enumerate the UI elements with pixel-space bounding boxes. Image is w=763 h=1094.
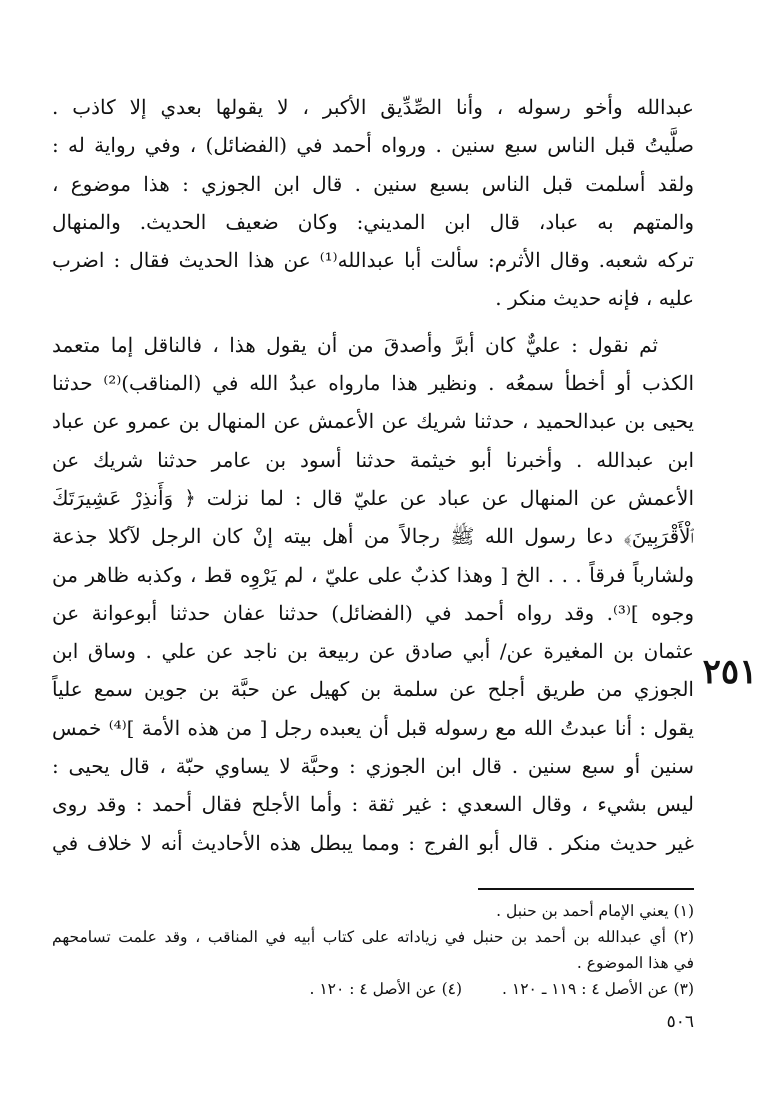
text-line: ولشارباً فرقاً . . . الخ [ وهذا كذبٌ على عليّ ، لم يَرْوِه قط ، وكذبه ظاهر من: [52, 562, 694, 587]
text-line: الكذب أو أخطأ سمعُه . ونظير هذا مارواه عبدُ الله في (المناقب)⁽²⁾ حدثنا: [52, 371, 694, 396]
text-line: ليس بشيء ، وقال السعدي : غير ثقة : وأما الأجلح فقال أحمد : وقد روى: [52, 792, 694, 817]
text-line: ابن عبدالله . وأخبرنا أبو خيثمة حدثنا أسود بن عامر حدثنا شريك عن: [52, 447, 694, 472]
text-line: تركه شعبه. وقال الأثرم: سألت أبا عبدالله⁽¹⁾ عن هذا الحديث فقال : اضرب: [52, 248, 694, 273]
margin-page-reference: ٢٥١: [702, 652, 758, 692]
text-line: عبدالله وأخو رسوله ، وأنا الصِّدِّيق الأكبر ، لا يقولها بعدي إلا كاذب .: [52, 95, 694, 119]
page-number: ٥٠٦: [666, 1012, 694, 1032]
text-line: سنين أو سبع سنين . قال ابن الجوزي : وحبَّة لا يساوي حبّة ، قال يحيى :: [52, 754, 694, 779]
footnote-2-line-2: في هذا الموضوع .: [576, 954, 694, 972]
footnote-4: (٤) عن الأصل ٤ : ١٢٠ .: [309, 980, 463, 998]
text-line: عثمان بن المغيرة عن/ أبي صادق عن ربيعة بن ناجد عن علي . وساق ابن: [52, 639, 694, 664]
paragraph-gap: [52, 318, 694, 326]
text-line: الأعمش عن المنهال عن عباد عن عليّ قال : لما نزلت ﴿ وَأَنذِرْ عَشِيرَتَكَ: [52, 485, 694, 510]
main-text: [52, 88, 694, 862]
text-line: يقول : أنا عبدتُ الله مع رسوله قبل أن يعبده رجل [ من هذه الأمة ]⁽⁴⁾ خمس: [52, 715, 694, 740]
text-line: غير حديث منكر . قال أبو الفرج : ومما يبطل هذه الأحاديث أنه لا خلاف في: [52, 830, 694, 855]
text-line: صلَّيتُ قبل الناس سبع سنين . ورواه أحمد في (الفضائل) ، وفي رواية له :: [52, 133, 694, 158]
text-line: والمتهم به عباد، قال ابن المديني: وكان ضعيف الحديث. والمنهال: [52, 209, 694, 234]
footnote-2-line-1: (٢) أي عبدالله بن أحمد بن حنبل في زياداته على كتاب أبيه في المناقب ، وقد علمت تسامحهم: [52, 928, 694, 946]
footnote-divider: [478, 888, 694, 890]
text-line: ٱلْأَقْرَبِينَ﴾ دعا رسول الله ﷺ رجالاً من أهل بيته إنْ كان الرجل لآكلا جذعة: [52, 524, 694, 549]
footnote-1: (١) يعني الإمام أحمد بن حنبل .: [496, 902, 694, 920]
text-line: ثم نقول : عليٌّ كان أبرَّ وأصدقَ من أن يقول هذا ، فالناقل إما متعمد: [52, 332, 658, 357]
text-line: الجوزي من طريق أجلح عن سلمة بن كهيل عن حبَّة بن جوين سمع علياً: [52, 677, 694, 702]
text-line: وجوه ]⁽³⁾. وقد رواه أحمد في (الفضائل) حدثنا عفان حدثنا أبوعوانة عن: [52, 600, 694, 625]
text-line: ولقد أسلمت قبل الناس بسبع سنين . قال ابن الجوزي : هذا موضوع ،: [52, 171, 694, 196]
footnotes: [52, 898, 694, 1002]
footnote-3-4-row: [52, 976, 694, 1002]
text-line: يحيى بن عبدالحميد ، حدثنا شريك عن الأعمش عن المنهال بن عمرو عن عباد: [52, 409, 694, 434]
footnote-3: (٣) عن الأصل ٤ : ١١٩ ـ ١٢٠ .: [502, 980, 694, 998]
text-line: عليه ، فإنه حديث منكر .: [495, 286, 694, 311]
